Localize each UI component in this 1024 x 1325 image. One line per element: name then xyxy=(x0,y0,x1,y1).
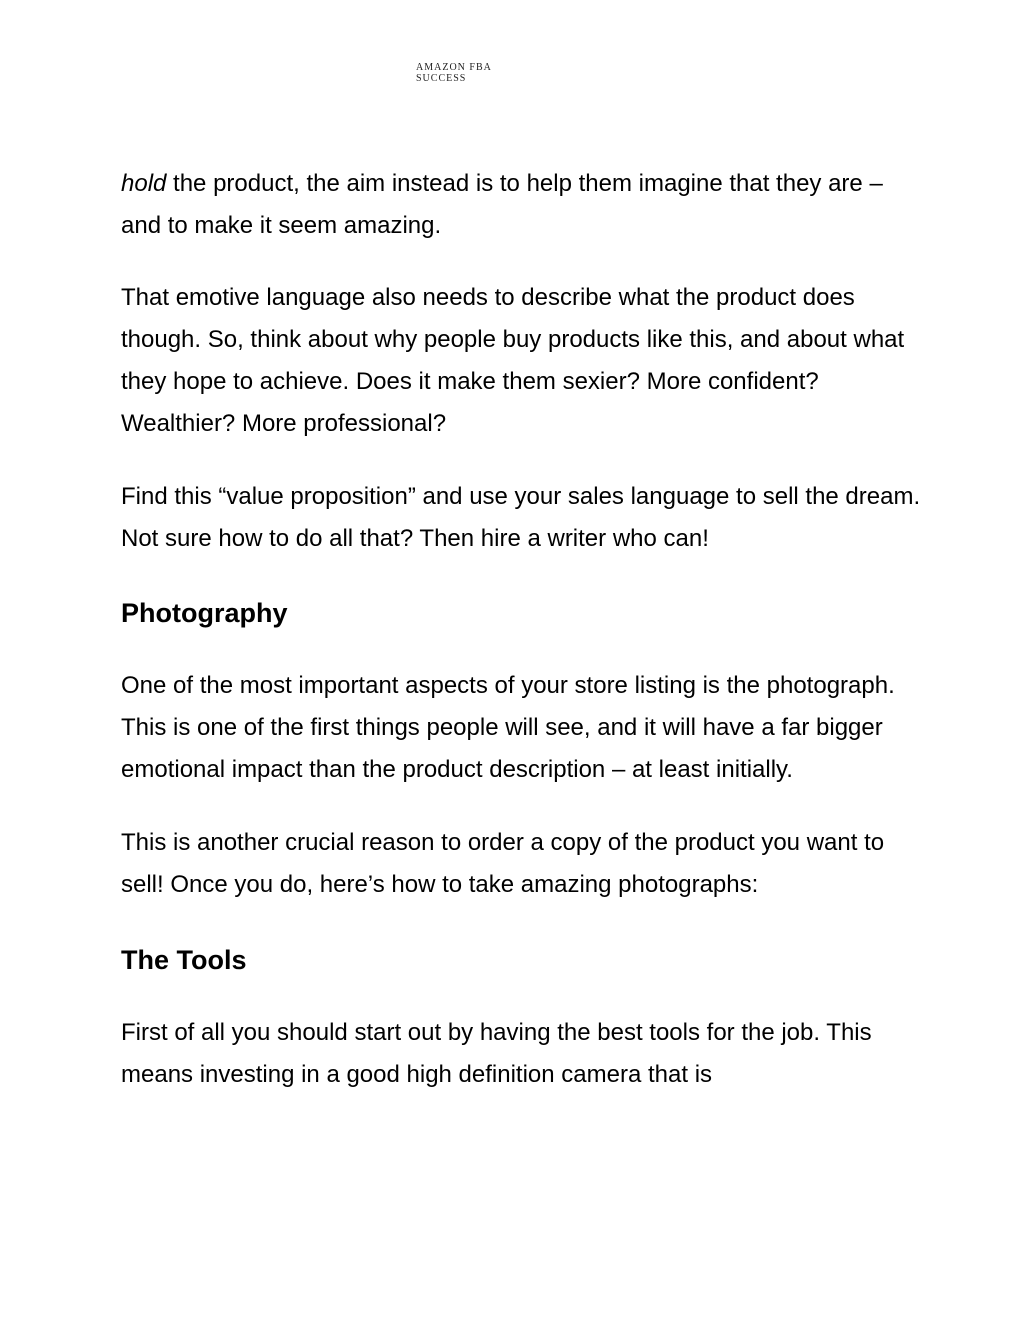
document-body xyxy=(121,163,921,1096)
paragraph-text: the product, the aim instead is to help them imagine that they are – and to make it seem amazing. xyxy=(121,170,883,239)
paragraph-best-tools: First of all you should start out by having the best tools for the job. This means investing in a good high definition camera that is xyxy=(121,1019,872,1088)
paragraph-hold-product xyxy=(121,163,921,247)
paragraph-photograph-importance: One of the most important aspects of your store listing is the photograph. This is one of the first things people will see, and it will have a far bigger emotional impact than the product description – at least initially. xyxy=(121,672,895,783)
page-header xyxy=(416,62,492,84)
italic-emphasis: hold xyxy=(121,170,167,197)
paragraph-emotive-language: That emotive language also needs to describe what the product does though. So, think about why people buy products like this, and about what they hope to achieve. Does it make them sexier? More confident? Wealthier? More professional? xyxy=(121,284,905,437)
heading-the-tools: The Tools xyxy=(121,945,247,975)
header-line-2: SUCCESS xyxy=(416,73,467,84)
paragraph-order-copy: This is another crucial reason to order a copy of the product you want to sell! Once you do, here’s how to take amazing photographs: xyxy=(121,829,885,898)
heading-photography: Photography xyxy=(121,598,288,628)
header-line-1: AMAZON FBA xyxy=(416,62,492,73)
paragraph-value-proposition: Find this “value proposition” and use your sales language to sell the dream. Not sure how to do all that? Then hire a writer who can! xyxy=(121,483,921,552)
